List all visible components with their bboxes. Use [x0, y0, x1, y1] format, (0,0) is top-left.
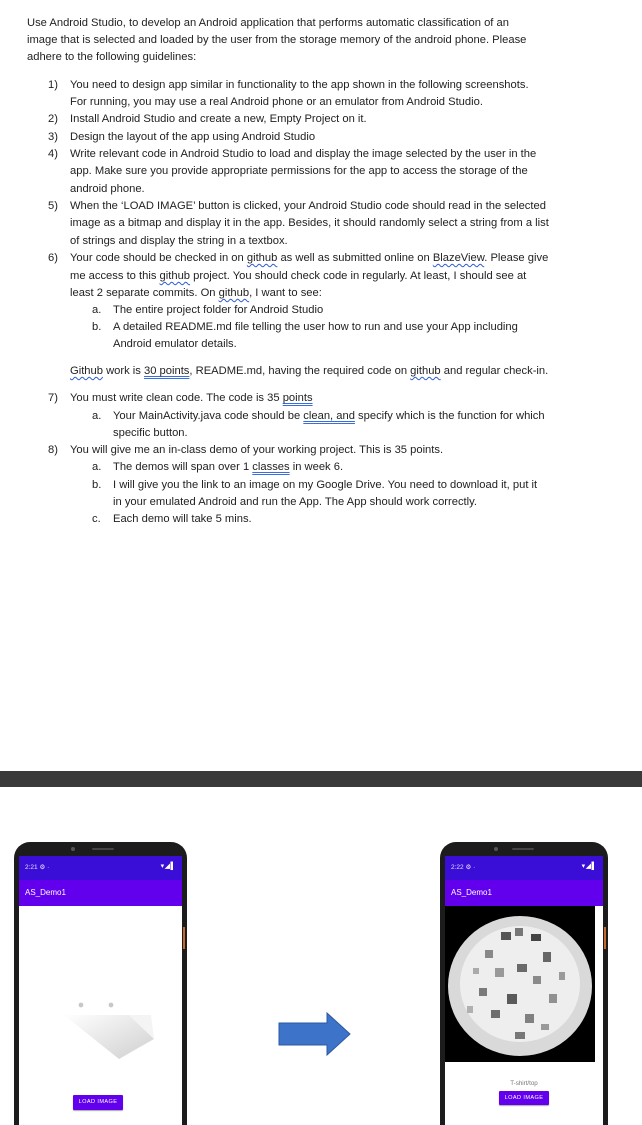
item-6a: The entire project folder for Android Studio: [113, 304, 324, 316]
item-8b-line-2: in your emulated Android and run the App. The App should work correctly.: [113, 496, 478, 508]
item-7: You must write clean code. The code is 35 points: [70, 392, 313, 404]
item-5-line-2: image as a bitmap and display it in the app. Besides, it should randomly select a string from a list: [70, 217, 549, 229]
gear-icon: ⚙: [465, 864, 472, 871]
item-5-line-3: of strings and display the string in a textbox.: [70, 235, 288, 247]
item-number-8: 8): [48, 444, 58, 456]
right-arrow-icon: [278, 1012, 352, 1056]
item-6b-line-2: Android emulator details.: [113, 338, 237, 350]
item-5-line-1: When the ‘LOAD IMAGE’ button is clicked, your Android Studio code should read in the selected: [70, 200, 546, 212]
item-number-5: 5): [48, 200, 58, 212]
phone-left: [14, 842, 187, 1125]
page-divider-band: [0, 771, 642, 787]
loaded-image: [445, 906, 595, 1062]
status-time: 2:21 ⚙ ·: [25, 864, 50, 871]
phone-camera: [71, 847, 75, 851]
phone-side-button: [604, 927, 606, 949]
item-1-line-1: You need to design app similar in functionality to the app shown in the following screenshots.: [70, 79, 529, 91]
item-number-4: 4): [48, 148, 58, 160]
status-time: 2:22 ⚙ ·: [451, 864, 476, 871]
app-title: AS_Demo1: [25, 888, 66, 897]
intro-line-2: image that is selected and loaded by the user from the storage memory of the android phone. Please: [27, 34, 527, 46]
phone-side-button: [183, 927, 185, 949]
item-8a-letter: a.: [92, 461, 102, 473]
item-2: Install Android Studio and create a new, Empty Project on it.: [70, 113, 367, 125]
item-7a-line-1: Your MainActivity.java code should be clean, and specify which is the function for which: [113, 410, 545, 422]
item-number-3: 3): [48, 131, 58, 143]
item-8c: Each demo will take 5 mins.: [113, 513, 252, 525]
phone-camera: [494, 847, 498, 851]
item-6b-line-1: A detailed README.md file telling the user how to run and use your App including: [113, 321, 518, 333]
item-8c-letter: c.: [92, 513, 101, 525]
phone-speaker: [92, 848, 114, 850]
phone-right-screen: [445, 856, 603, 1125]
prediction-label: T-shirt/top: [510, 1080, 538, 1087]
item-4-line-1: Write relevant code in Android Studio to load and display the image selected by the user in the: [70, 148, 537, 160]
load-image-button[interactable]: LOAD IMAGE: [73, 1095, 123, 1110]
item-8b-line-1: I will give you the link to an image on my Google Drive. You need to download it, put it: [113, 479, 538, 491]
item-1-line-2: For running, you may use a real Android phone or an emulator from Android Studio.: [70, 96, 483, 108]
item-4-line-3: android phone.: [70, 183, 145, 195]
app-bar: [445, 880, 603, 906]
intro-line-3: adhere to the following guidelines:: [27, 51, 197, 63]
intro-line-1: Use Android Studio, to develop an Android application that performs automatic classification of an: [27, 17, 509, 29]
item-6-line-3: least 2 separate commits. On github, I want to see:: [70, 287, 322, 299]
app-title: AS_Demo1: [451, 888, 492, 897]
item-number-7: 7): [48, 392, 58, 404]
status-bar: [445, 856, 603, 880]
status-bar: [19, 856, 182, 880]
phone-right: [440, 842, 608, 1125]
item-6b-letter: b.: [92, 321, 102, 333]
status-icons: ▾◢▌: [581, 863, 597, 870]
status-icons: ▾◢▌: [160, 863, 176, 870]
item-7a-letter: a.: [92, 410, 102, 422]
github-points-line: Github work is 30 points, README.md, having the required code on github and regular check-in.: [70, 365, 549, 377]
item-number-6: 6): [48, 252, 58, 264]
item-8: You will give me an in-class demo of your working project. This is 35 points.: [70, 444, 444, 456]
item-6-line-1: Your code should be checked in on github as well as submitted online on BlazeView. Please give: [70, 252, 549, 264]
item-number-1: 1): [48, 79, 58, 91]
item-7a-line-2: specific button.: [113, 427, 188, 439]
phone-left-screen: [19, 856, 182, 1125]
image-placeholder: [59, 991, 159, 1061]
phone-speaker: [512, 848, 534, 850]
item-8a: The demos will span over 1 classes in week 6.: [113, 461, 344, 473]
item-6a-letter: a.: [92, 304, 102, 316]
item-3: Design the layout of the app using Android Studio: [70, 131, 316, 143]
load-image-button[interactable]: LOAD IMAGE: [499, 1091, 549, 1105]
item-number-2: 2): [48, 113, 58, 125]
item-4-line-2: app. Make sure you provide appropriate permissions for the app to access the storage of the: [70, 165, 528, 177]
item-6-line-2: me access to this github project. You should check code in regularly. At least, I should see at: [70, 270, 527, 282]
item-8b-letter: b.: [92, 479, 102, 491]
app-bar: [19, 880, 182, 906]
gear-icon: ⚙: [39, 864, 46, 871]
